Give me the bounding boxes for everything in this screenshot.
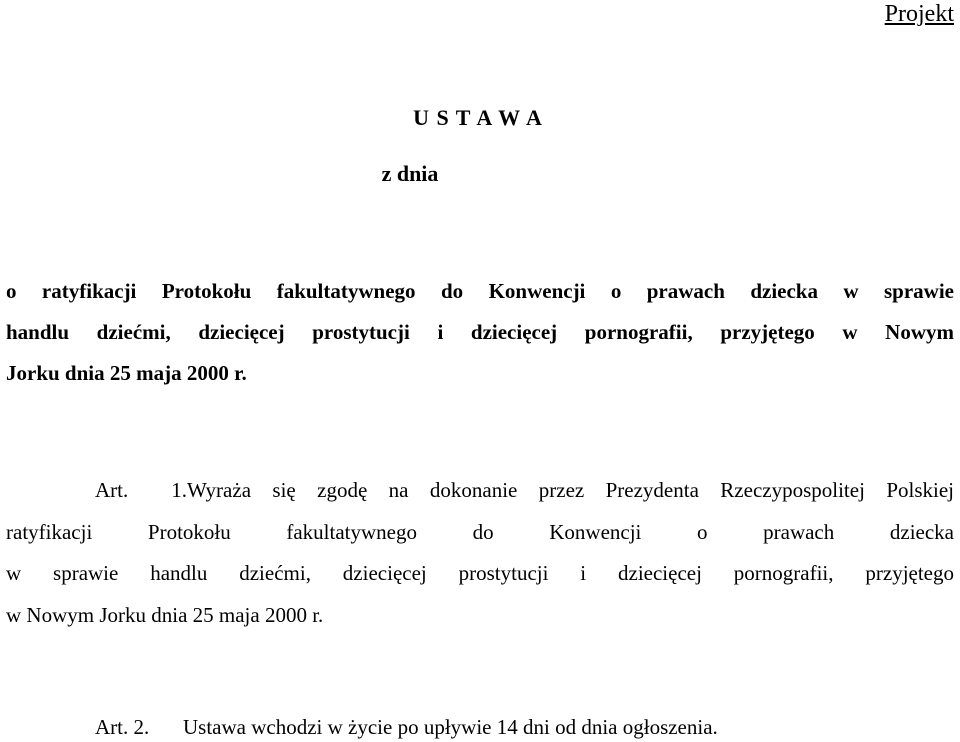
article-1 <box>6 470 954 636</box>
act-subject-line: o ratyfikacji Protokołu fakultatywnego do Konwencji o prawach dziecka w sprawie <box>6 279 954 303</box>
act-subject <box>6 271 954 394</box>
article-1-line: Wyraża się zgodę na dokonanie przez Prezydenta Rzeczypospolitej Polskiej <box>187 478 954 502</box>
act-title-text: U S T A W A <box>413 105 543 130</box>
act-subject-line: Jorku dnia 25 maja 2000 r. <box>6 361 247 385</box>
article-1-line: w Nowym Jorku dnia 25 maja 2000 r. <box>6 602 324 627</box>
article-1-first-line <box>6 470 954 512</box>
act-subject-line: handlu dziećmi, dziecięcej prostytucji i dziecięcej pornografii, przyjętego w Nowym <box>6 320 954 344</box>
article-2-number: Art. 2. <box>95 715 150 739</box>
article-1-line: ratyfikacji Protokołu fakultatywnego do Konwencji o prawach dziecka <box>6 519 954 544</box>
article-1-line: w sprawie handlu dziećmi, dziecięcej prostytucji i dziecięcej pornografii, przyjętego <box>6 561 954 585</box>
act-date-line: z dnia <box>381 161 439 186</box>
article-2-text: Ustawa wchodzi w życie po upływie 14 dni od dnia ogłoszenia. <box>183 715 718 739</box>
article-2 <box>95 713 718 741</box>
act-title <box>0 104 960 132</box>
article-1-number: Art. 1. <box>95 478 187 502</box>
projekt-label: Projekt <box>884 1 954 27</box>
